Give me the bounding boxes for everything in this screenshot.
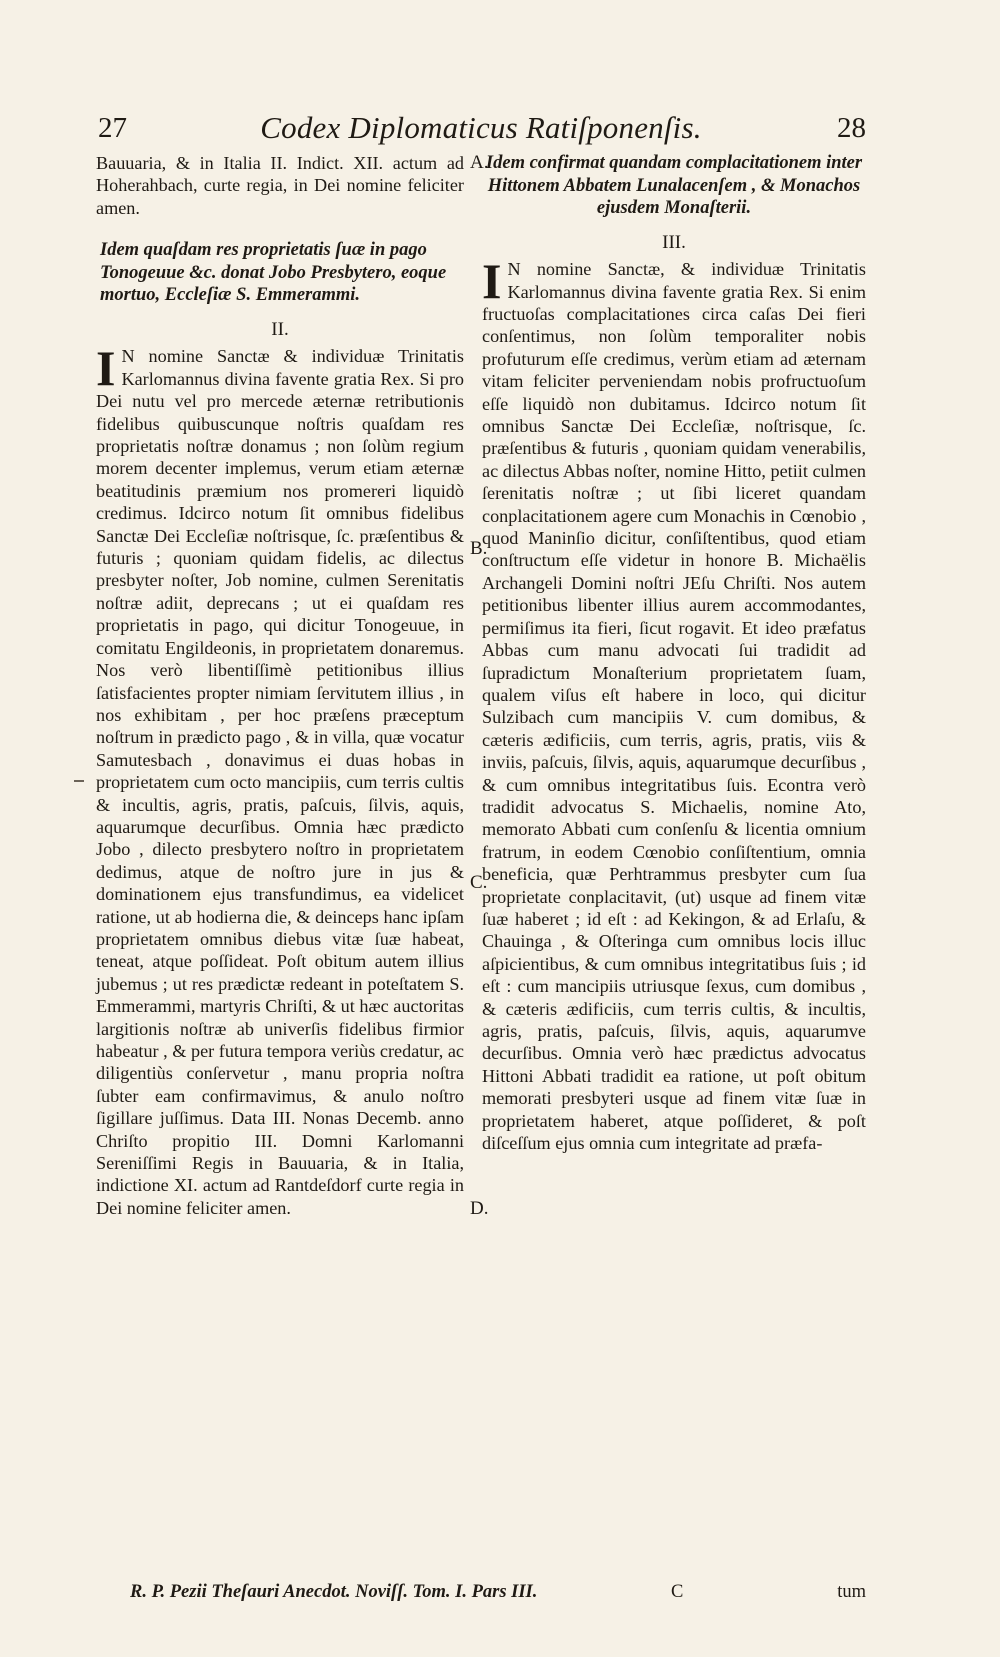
catchword: tum xyxy=(837,1582,866,1602)
page-number-left: 27 xyxy=(98,112,127,144)
right-body-text: N nomine Sanctæ, & individuæ Trinitatis Karlomannus divina favente gratia Rex. Si enim fructuoſas complacitationes circa caſas Dei fieri conſentimus, non ſolùm temporaliter nobis profuturum eſſe credimus, verùm etiam ad æternam vitam feliciter perveniendam nobis profructuoſum eſſe liquidò non dubitamus. Idcirco notum ſit omnibus Sanctæ Dei Eccleſiæ, noſtrisque, ſc. præſentibus & futuris , quoniam quidam venerabilis, ac dilectus Abbas noſter, nomine Hitto, petiit culmen ſerenitatis noſtræ ; ut ſibi liceret quandam conplacitationem agere cum Monachis in Cœnobio , quod Maninſio dicitur, conſiſtentibus, quod etiam conſtructum eſſe videtur in honore B. Michaëlis Archangeli Domini noſtri JEſu Chriſti. Nos autem petitionibus libenter illius aurem accommodantes, permiſimus ita fieri, ſicut rogavit. Et ideo præfatus Abbas cum manu advocati ſui tradidit ad ſupradictum Monaſterium proprietatem ſuam, qualem viſus eſt habere in loco, qui dicitur Sulzibach cum mancipiis V. cum domibus, & cæteris ædificiis, cum terris, agris, pratis, viis & inviis, paſcuis, ſilvis, aquis, aquarumque decurſibus , & cum omnibus integritatibus ſuis. Econtra verò tradidit advocatus S. Michaelis, nomine Ato, memorato Abbati cum conſenſu & licentia omnium fratrum, in eodem Cœnobio conſiſtentium, omnia beneficia, quæ Perhtrammus presbyter cum ſua proprietate conplacitavit, (ut) usque ad finem vitæ ſuæ haberet ; id eſt : ad Kekingon, & ad Erlaſu, & Chauinga , & Oſteringa cum omnibus locis illuc aſpicientibus, & cum omnibus integritatibus ſuis ; id eſt : cum mancipiis utriusque ſexus, cum domibus , & cæteris ædificiis, cum terris cultis, & incultis, agris, pratis, paſcuis, ſilvis, aquis, aquarumve decurſibus. Omnia verò hæc prædictus advocatus Hittoni Abbati tradidit ea ratione, ut poſt obitum memorati presbyteri usque ad finem vitæ ſuæ in proprietatem haberet, atque poſſideret, & poſt diſceſſum ejus omnia cum integritate ad præfa- xyxy=(482,259,866,1154)
margin-marker-a: A. xyxy=(470,152,489,173)
left-body xyxy=(96,340,464,1219)
left-intro-text: Bauuaria, & in Italia II. Indict. XII. actum ad Hoherahbach, curte regia, in Dei nomine feliciter amen. xyxy=(96,153,464,218)
left-document-heading: Idem quaſdam res proprietatis ſuæ in pago Tonogeuue &c. donat Jobo Presbytero, eoque mortuo, Eccleſiæ S. Emmerammi. xyxy=(100,240,447,306)
right-section-number: III. xyxy=(662,231,686,253)
signature-letter: C xyxy=(671,1582,684,1602)
page xyxy=(96,108,866,1602)
margin-marker-b: B. xyxy=(470,538,488,559)
right-dropcap: I xyxy=(482,253,502,310)
margin-mark xyxy=(74,780,84,782)
left-column xyxy=(96,152,464,1219)
left-dropcap: I xyxy=(96,340,116,397)
right-column xyxy=(482,152,866,1154)
right-body xyxy=(482,253,866,1154)
page-number-right: 28 xyxy=(837,112,866,144)
page-header xyxy=(96,108,866,152)
left-section-number: II. xyxy=(271,319,289,340)
running-title: Codex Diplomaticus Ratiſponenſis. xyxy=(260,110,702,145)
right-document-heading: Idem confirmat quandam complacitationem inter Hittonem Abbatem Lunalacenſem , & Monachos ejusdem Monaſterii. xyxy=(485,153,863,219)
margin-marker-d: D. xyxy=(470,1198,489,1219)
signature-line: R. P. Pezii Theſauri Anecdot. Noviſſ. Tom. I. Pars III. xyxy=(130,1582,538,1602)
two-column-text xyxy=(96,152,866,1602)
left-body-text: N nomine Sanctæ & individuæ Trinitatis Karlomannus divina favente gratia Rex. Si pro Dei nutu vel pro mercede æternæ retributionis fidelibus quibuscunque noſtris quaſdam res proprietatis noſtræ donamus ; non ſolùm regium morem decenter implemus, verum etiam æternæ beatitudinis præmium nos promereri liquidò credimus. Idcirco notum ſit omnibus fidelibus Sanctæ Dei Eccleſiæ noſtrisque, ſc. præſentibus & futuris ; quoniam quidam fidelis, ac dilectus presbyter noſter, Job nomine, culmen Serenitatis noſtræ adiit, deprecans ; ut ei quaſdam res proprietatis in pago, qui dicitur Tonogeuue, in comitatu Engildeonis, in proprietatem donaremus. Nos verò libentiſſimè petitionibus illius ſatisfacientes propter nimiam ſervitutem illius , in nos exhibitam , per hoc præſens præceptum noſtrum in prædicto pago , & in villa, quæ vocatur Samutesbach , donavimus ei duas hobas in proprietatem cum octo mancipiis, cum terris cultis & incultis, agris, pratis, paſcuis, ſilvis, aquis, aquarumque decurſibus. Omnia hæc prædicto Jobo , dilecto presbytero noſtro in proprietatem dedimus, atque de noſtro jure in jus & dominationem ejus transfundimus, ea videlicet ratione, ut ab hodierna die, & deinceps hanc ipſam proprietatem omnibus diebus vitæ ſuæ habeat, teneat, atque poſſideat. Poſt obitum autem illius jubemus ; ut res prædictæ redeant in poteſtatem S. Emmerammi, martyris Chriſti, & ut hæc auctoritas largitionis noſtræ ab univerſis fidelibus firmior habeatur , & per futura tempora veriùs credatur, ac diligentiùs conſervetur , manu propria noſtra ſubter eam confirmavimus, & anulo noſtro ſigillare juſſimus. Data III. Nonas Decemb. anno Chriſto propitio III. Domni Karlomanni Sereniſſimi Regis in Bauuaria, & in Italia, indictione XI. actum ad Rantdeſdorf curte regia in Dei nomine feliciter amen. xyxy=(96,346,464,1218)
margin-marker-c: C. xyxy=(470,872,488,893)
